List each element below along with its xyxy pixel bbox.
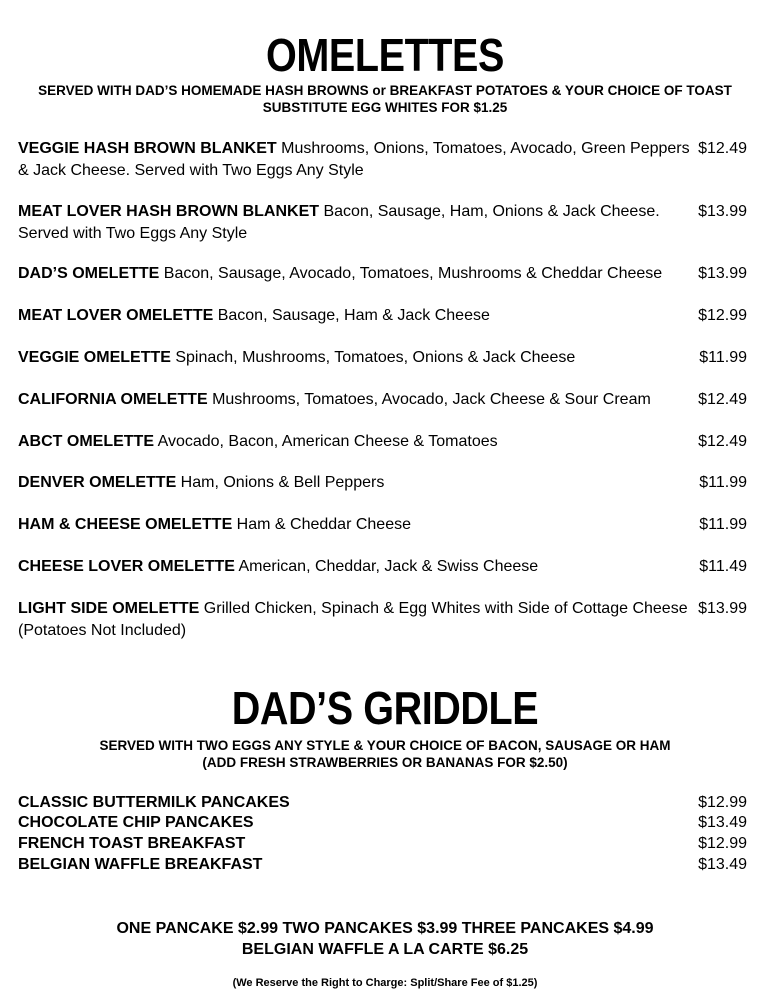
griddle-item-name: CLASSIC BUTTERMILK PANCAKES xyxy=(18,794,290,811)
menu-item-desc: Spinach, Mushrooms, Tomatoes, Onions & Jack Cheese xyxy=(170,349,576,366)
menu-item-desc: Ham, Onions & Bell Peppers xyxy=(176,474,385,491)
menu-item xyxy=(18,598,698,641)
omelettes-served-with: SERVED WITH DAD’S HOMEMADE HASH BROWNS or BREAKFAST POTATOES & YOUR CHOICE OF TOAST xyxy=(38,83,732,98)
menu-item-desc: Mushrooms, Tomatoes, Avocado, Jack Cheese & Sour Cream xyxy=(207,391,651,408)
menu-item-desc: American, Cheddar, Jack & Swiss Cheese xyxy=(234,558,539,575)
omelettes-substitute: SUBSTITUTE EGG WHITES FOR $1.25 xyxy=(262,100,508,115)
menu-item-price: $13.99 xyxy=(698,265,747,282)
menu-item-name: DAD’S OMELETTE xyxy=(18,265,160,282)
menu-item xyxy=(18,431,698,453)
griddle-item-price: $13.49 xyxy=(698,814,747,831)
griddle-add-fruit: (ADD FRESH STRAWBERRIES OR BANANAS FOR $2.50) xyxy=(202,755,568,770)
split-fee-note: (We Reserve the Right to Charge: Split/Share Fee of $1.25) xyxy=(232,977,538,989)
griddle-item-name: CHOCOLATE CHIP PANCAKES xyxy=(18,814,254,831)
griddle-title: DAD’S GRIDDLE xyxy=(231,682,539,734)
menu-item-name: HAM & CHEESE OMELETTE xyxy=(18,516,233,533)
menu-item-desc-cont: & Jack Cheese. Served with Two Eggs Any Style xyxy=(18,161,364,179)
menu-item-price: $12.99 xyxy=(698,307,747,324)
menu-item-price: $12.49 xyxy=(698,140,747,157)
griddle-served-with: SERVED WITH TWO EGGS ANY STYLE & YOUR CHOICE OF BACON, SAUSAGE OR HAM xyxy=(99,738,671,753)
menu-item-desc: Bacon, Sausage, Avocado, Tomatoes, Mushrooms & Cheddar Cheese xyxy=(159,265,663,282)
menu-item-price: $11.99 xyxy=(699,349,747,366)
menu-item-desc: Mushrooms, Onions, Tomatoes, Avocado, Green Peppers xyxy=(276,140,690,157)
menu-item-name: CHEESE LOVER OMELETTE xyxy=(18,558,235,575)
menu-item-desc: Avocado, Bacon, American Cheese & Tomatoes xyxy=(154,433,498,450)
menu-item-price: $13.99 xyxy=(698,600,747,617)
menu-item-price: $11.49 xyxy=(699,558,747,575)
menu-item xyxy=(18,389,698,411)
a-la-carte-waffle: BELGIAN WAFFLE A LA CARTE $6.25 xyxy=(241,941,529,958)
menu-item-name: CALIFORNIA OMELETTE xyxy=(18,391,208,408)
menu-item xyxy=(18,556,698,578)
menu-item xyxy=(18,514,698,536)
griddle-item-name: FRENCH TOAST BREAKFAST xyxy=(18,835,246,852)
griddle-item-price: $13.49 xyxy=(698,856,747,873)
menu-item-price: $11.99 xyxy=(699,474,747,491)
menu-item xyxy=(18,347,698,369)
menu-item-desc: Bacon, Sausage, Ham & Jack Cheese xyxy=(213,307,490,324)
griddle-item-price: $12.99 xyxy=(698,794,747,811)
menu-item-desc: Ham & Cheddar Cheese xyxy=(232,516,411,533)
griddle-item-name: BELGIAN WAFFLE BREAKFAST xyxy=(18,856,263,873)
menu-item-desc: Bacon, Sausage, Ham, Onions & Jack Cheese. xyxy=(319,203,660,220)
menu-item xyxy=(18,263,698,285)
menu-item-name: MEAT LOVER OMELETTE xyxy=(18,307,214,324)
menu-item-price: $12.49 xyxy=(698,433,747,450)
menu-item-desc: Grilled Chicken, Spinach & Egg Whites with Side of Cottage Cheese xyxy=(199,600,688,617)
menu-item-price: $12.49 xyxy=(698,391,747,408)
menu-item-name: DENVER OMELETTE xyxy=(18,474,177,491)
menu-item xyxy=(18,138,698,181)
menu-item-price: $13.99 xyxy=(698,203,747,220)
menu-item-desc-cont: Served with Two Eggs Any Style xyxy=(18,224,248,242)
menu-item-desc-cont: (Potatoes Not Included) xyxy=(18,621,187,639)
menu-item-name: LIGHT SIDE OMELETTE xyxy=(18,600,200,617)
menu-item-name: ABCT OMELETTE xyxy=(18,433,154,450)
griddle-item-price: $12.99 xyxy=(698,835,747,852)
menu-item-name: VEGGIE HASH BROWN BLANKET xyxy=(18,140,277,157)
omelettes-title: OMELETTES xyxy=(266,29,504,81)
menu-item xyxy=(18,201,698,244)
menu-item-price: $11.99 xyxy=(699,516,747,533)
menu-item-name: VEGGIE OMELETTE xyxy=(18,349,171,366)
menu-item xyxy=(18,305,698,327)
a-la-carte-pancakes: ONE PANCAKE $2.99 TWO PANCAKES $3.99 THREE PANCAKES $4.99 xyxy=(116,920,654,937)
menu-item-name: MEAT LOVER HASH BROWN BLANKET xyxy=(18,203,320,220)
menu-item xyxy=(18,472,698,494)
